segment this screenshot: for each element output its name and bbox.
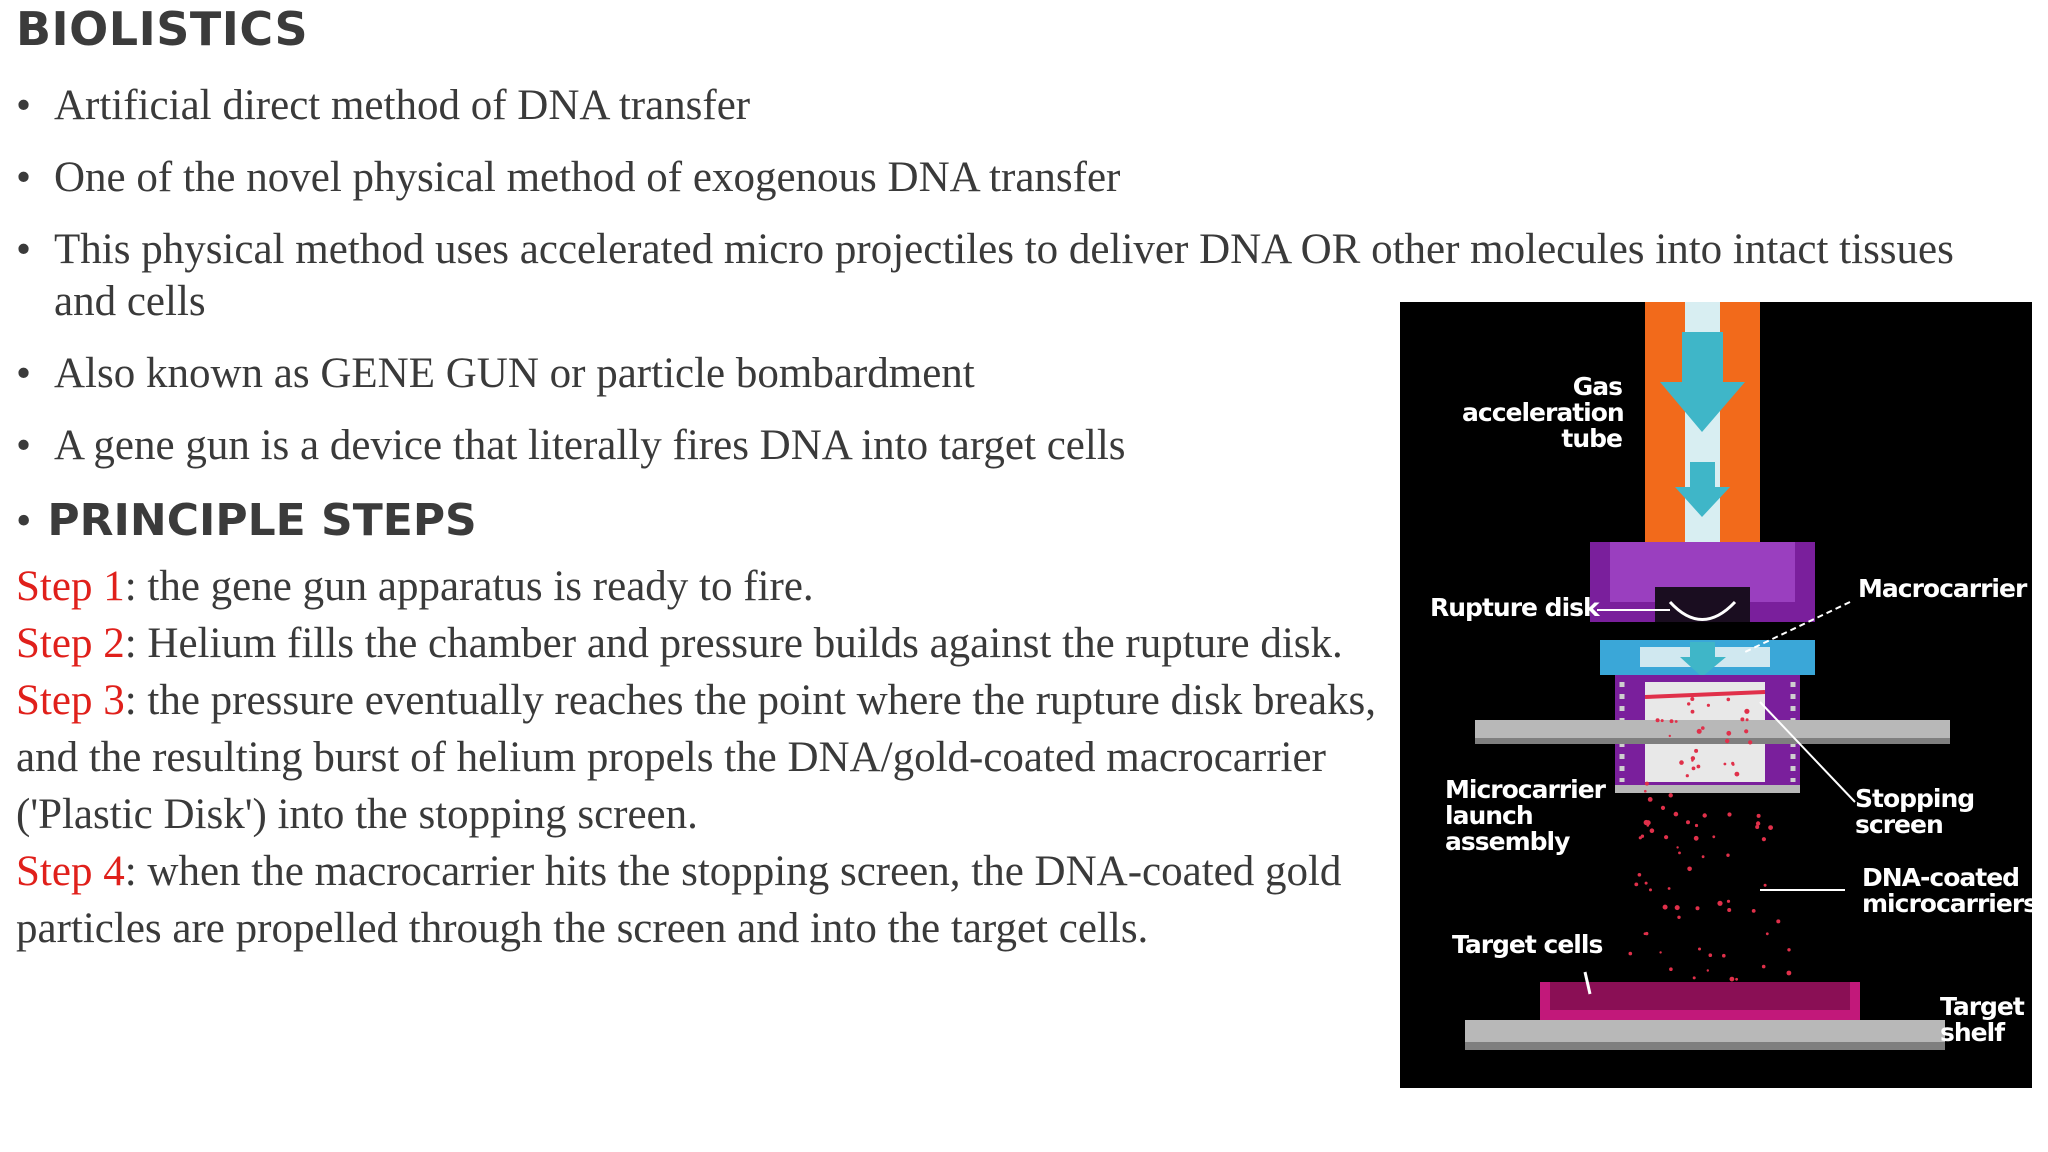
dna-particle bbox=[1726, 854, 1729, 857]
step-3: Step 3: the pressure eventually reaches the point where the rupture disk breaks, and the resulting burst of helium propels the DNA/gold-coated macrocarrier ('Plastic Disk') into the stopping screen. bbox=[16, 677, 1377, 838]
label-stopping-screen: Stopping screen bbox=[1855, 784, 1975, 839]
label-target-cells: Target cells bbox=[1452, 930, 1603, 959]
dna-particle bbox=[1650, 828, 1655, 833]
bullet-dot: • bbox=[16, 496, 32, 545]
bullet-dot: • bbox=[16, 422, 32, 469]
dna-particle bbox=[1744, 729, 1748, 733]
dna-particle bbox=[1787, 971, 1792, 976]
dna-particle bbox=[1669, 967, 1673, 971]
dna-particle bbox=[1678, 852, 1681, 855]
dna-particle bbox=[1726, 731, 1731, 736]
bullet-item: • Also known as GENE GUN or particle bombardment bbox=[16, 348, 1374, 400]
steps-block bbox=[16, 558, 1386, 957]
dna-particle bbox=[1696, 906, 1700, 910]
dna-particle bbox=[1656, 718, 1660, 722]
dna-particle bbox=[1748, 740, 1752, 744]
dna-particle bbox=[1702, 855, 1705, 858]
dna-particle bbox=[1707, 704, 1710, 707]
upper-shelf-shadow bbox=[1475, 738, 1950, 744]
dna-particle bbox=[1703, 813, 1707, 817]
dna-particle bbox=[1727, 698, 1731, 702]
gene-gun-diagram bbox=[1400, 302, 2038, 1088]
dna-particle bbox=[1756, 821, 1760, 825]
dna-particle bbox=[1675, 720, 1678, 723]
step-4: Step 4: when the macrocarrier hits the stopping screen, the DNA-coated gold particles are propelled through the screen and into the target cells. bbox=[16, 848, 1342, 952]
dna-particle bbox=[1679, 760, 1684, 765]
dna-particle bbox=[1727, 812, 1731, 816]
bullet-item: • Artificial direct method of DNA transfer bbox=[16, 80, 2016, 132]
dna-particle bbox=[1676, 846, 1678, 848]
dna-particle bbox=[1661, 806, 1665, 810]
dna-particle bbox=[1634, 883, 1638, 887]
bullet-dot: • bbox=[16, 154, 32, 201]
bullet-dot: • bbox=[16, 226, 32, 273]
dna-particle bbox=[1717, 901, 1722, 906]
dna-particle bbox=[1663, 905, 1668, 910]
target-cells-layer bbox=[1550, 982, 1850, 1010]
bullet-dot: • bbox=[16, 350, 32, 397]
dna-particle bbox=[1709, 953, 1713, 957]
dna-particle bbox=[1701, 726, 1705, 730]
dna-particle bbox=[1691, 759, 1693, 761]
dna-particle bbox=[1740, 717, 1744, 721]
bullet-item: • This physical method uses accelerated micro projectiles to deliver DNA OR other molecules into intact tissues and cells bbox=[16, 226, 1954, 325]
assembly-base bbox=[1615, 785, 1800, 793]
bullet-item: • One of the novel physical method of exogenous DNA transfer bbox=[16, 152, 2016, 204]
dna-particle bbox=[1690, 697, 1694, 701]
dna-particle bbox=[1644, 790, 1647, 793]
dna-particle bbox=[1731, 762, 1734, 765]
dna-particle bbox=[1686, 820, 1690, 824]
dna-particle bbox=[1746, 718, 1749, 721]
dna-particle bbox=[1768, 825, 1773, 830]
label-gas-tube: Gas acceleration tube bbox=[1462, 372, 1624, 453]
label-microcarrier-launch: Microcarrier launch assembly bbox=[1445, 775, 1605, 856]
dna-particle bbox=[1727, 900, 1730, 903]
dna-particle bbox=[1735, 772, 1740, 777]
dna-particle bbox=[1757, 814, 1761, 818]
dna-particle bbox=[1697, 729, 1702, 734]
dna-particle bbox=[1645, 782, 1649, 786]
dna-particle bbox=[1638, 873, 1642, 877]
dna-particle bbox=[1659, 951, 1661, 953]
principle-heading: • PRINCIPLE STEPS bbox=[16, 495, 477, 546]
step-1: Step 1: the gene gun apparatus is ready to fire. bbox=[16, 563, 814, 610]
dna-particle bbox=[1644, 820, 1649, 825]
dna-particle bbox=[1661, 719, 1664, 722]
dna-particle bbox=[1787, 948, 1790, 951]
chamber-throat bbox=[1655, 587, 1750, 622]
dna-particle bbox=[1645, 882, 1648, 885]
dna-particle bbox=[1694, 749, 1698, 753]
dna-particle bbox=[1694, 836, 1699, 841]
dna-particle bbox=[1722, 954, 1726, 958]
dna-particle bbox=[1725, 739, 1729, 743]
dna-particle bbox=[1764, 884, 1767, 887]
label-rupture-disk: Rupture disk bbox=[1430, 593, 1599, 622]
dna-particle bbox=[1707, 969, 1709, 971]
dna-particle bbox=[1687, 702, 1690, 705]
label-macrocarrier: Macrocarrier bbox=[1858, 574, 2027, 603]
dna-particle bbox=[1744, 709, 1749, 714]
dna-particle bbox=[1668, 887, 1671, 890]
target-shelf bbox=[1465, 1020, 1945, 1042]
dna-particle bbox=[1730, 977, 1735, 982]
dna-particle bbox=[1692, 767, 1696, 771]
dna-particle bbox=[1687, 867, 1692, 872]
bullet-item: • A gene gun is a device that literally fires DNA into target cells bbox=[16, 420, 1374, 472]
dna-particle bbox=[1727, 908, 1731, 912]
dna-particle bbox=[1675, 905, 1680, 910]
step-label: Step 4 bbox=[16, 848, 125, 895]
dna-particle bbox=[1669, 735, 1671, 737]
dna-particle bbox=[1669, 793, 1673, 797]
dna-particle bbox=[1693, 976, 1696, 979]
dna-particle bbox=[1641, 835, 1644, 838]
dna-particle bbox=[1697, 765, 1701, 769]
dna-particle bbox=[1649, 888, 1652, 891]
dna-particle bbox=[1691, 710, 1695, 714]
dna-particle bbox=[1664, 835, 1668, 839]
step-label: Step 2 bbox=[16, 620, 125, 667]
step-label: Step 1 bbox=[16, 563, 125, 610]
dna-particle bbox=[1766, 932, 1769, 935]
step-label: Step 3 bbox=[16, 677, 125, 724]
upper-shelf bbox=[1475, 720, 1950, 738]
dna-particle bbox=[1752, 909, 1756, 913]
dna-particle bbox=[1735, 978, 1738, 981]
dna-particle bbox=[1629, 952, 1633, 956]
dna-particle bbox=[1712, 835, 1715, 838]
dna-particle bbox=[1724, 763, 1727, 766]
dna-particle bbox=[1648, 797, 1653, 802]
dna-particle bbox=[1645, 932, 1648, 935]
label-target-shelf: Target shelf bbox=[1940, 992, 2024, 1047]
bullet-dot: • bbox=[16, 82, 32, 129]
label-dna-microcarriers: DNA-coated microcarriers bbox=[1862, 863, 2038, 918]
dna-particle bbox=[1670, 719, 1674, 723]
dna-particle bbox=[1762, 837, 1766, 841]
dna-particle bbox=[1686, 774, 1689, 777]
step-2: Step 2: Helium fills the chamber and pressure builds against the rupture disk. bbox=[16, 620, 1343, 667]
target-shelf-shadow bbox=[1465, 1042, 1945, 1050]
dna-particle bbox=[1698, 948, 1701, 951]
dna-particle bbox=[1776, 919, 1780, 923]
slide-title: BIOLISTICS bbox=[16, 2, 309, 56]
dna-particle bbox=[1674, 812, 1679, 817]
dna-particle bbox=[1762, 965, 1766, 969]
dna-particle bbox=[1677, 916, 1680, 919]
dna-particle bbox=[1695, 824, 1698, 827]
